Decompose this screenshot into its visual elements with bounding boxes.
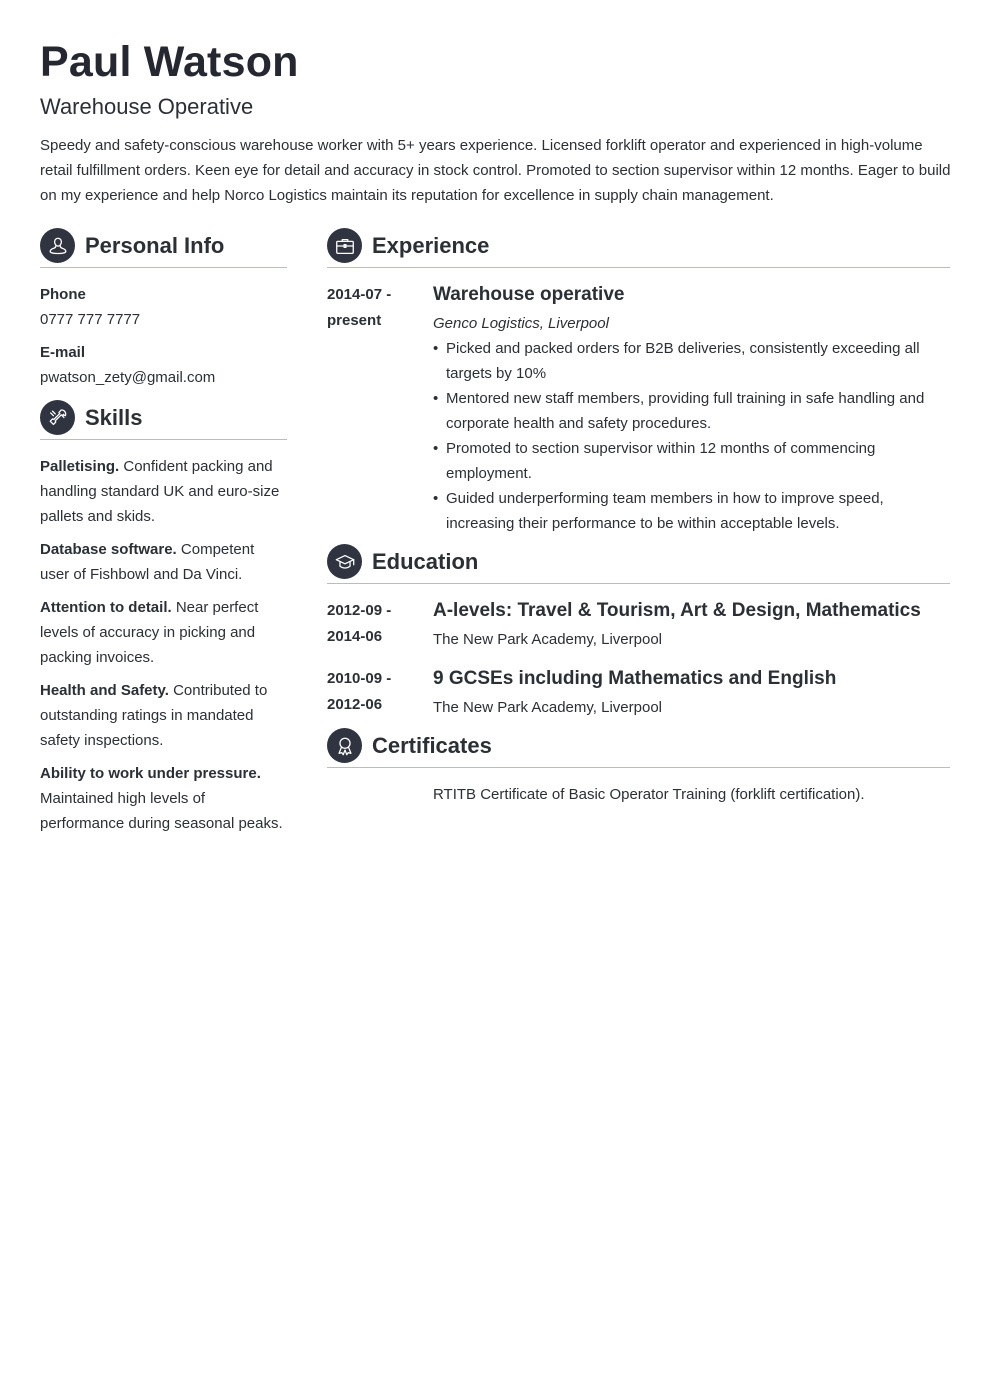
experience-body [433, 282, 950, 536]
date-end: 2012-06 [327, 696, 383, 713]
experience-header [327, 228, 950, 268]
skill-item [40, 595, 287, 670]
school-name: The New Park Academy, Liverpool [433, 631, 662, 648]
education-date [327, 598, 433, 652]
graduation-cap-icon [327, 544, 362, 579]
email-label: E-mail [40, 344, 86, 361]
degree-title: A-levels: Travel & Tourism, Art & Design, Mathematics [433, 600, 921, 621]
right-column [327, 228, 950, 807]
job-title: Warehouse Operative [40, 94, 254, 119]
skill-description: Contributed to outstanding ratings in mandated safety inspections. [40, 682, 268, 749]
skill-name: Ability to work under pressure. [40, 765, 261, 782]
date-end: present [327, 312, 382, 329]
phone-label: Phone [40, 286, 86, 303]
skill-description: Near perfect levels of accuracy in picking and packing invoices. [40, 599, 259, 666]
skill-item [40, 761, 287, 836]
phone-value: 0777 777 7777 [40, 311, 141, 328]
duty-item: • Mentored new staff members, providing full training in safe handling and corporate health and safety procedures. [433, 386, 950, 436]
personal-info-header [40, 228, 287, 268]
education-body [433, 598, 950, 652]
skills-title: Skills [85, 405, 143, 430]
email-value: pwatson_zety@gmail.com [40, 369, 216, 386]
skill-description: Maintained high levels of performance during seasonal peaks. [40, 790, 283, 832]
profile-summary: Speedy and safety-conscious warehouse worker with 5+ years experience. Licensed forklift operator and experienced in high-volume retail fulfillment orders. Keen eye for detail and accuracy in stock control. Promoted to section supervisor within 12 months. Eager to build on my experience and help Norco Logistics maintain its reputation for excellence in supply chain management. [40, 137, 951, 204]
skill-name: Attention to detail. [40, 599, 172, 616]
education-body [433, 666, 950, 720]
skills-list [40, 454, 287, 836]
date-start: 2010-09 - [327, 670, 392, 687]
duty-item: • Guided underperforming team members in how to improve speed, increasing their performance to be within acceptable levels. [433, 486, 950, 536]
skill-description: Confident packing and handling standard UK and euro-size pallets and skids. [40, 458, 280, 525]
award-icon [327, 728, 362, 763]
briefcase-icon [327, 228, 362, 263]
duty-item: • Promoted to section supervisor within 12 months of commencing employment. [433, 436, 950, 486]
personal-info-title: Personal Info [85, 233, 225, 258]
left-column [40, 228, 287, 844]
education-header [327, 544, 950, 584]
education-entry [327, 598, 950, 652]
skill-item [40, 678, 287, 753]
skill-name: Health and Safety. [40, 682, 169, 699]
skill-item [40, 454, 287, 529]
resume-page [40, 36, 951, 832]
education-date [327, 666, 433, 720]
education-title: Education [372, 549, 479, 574]
job-position: Warehouse operative [433, 284, 625, 305]
skills-header [40, 400, 287, 440]
skill-name: Palletising. [40, 458, 120, 475]
school-name: The New Park Academy, Liverpool [433, 699, 662, 716]
duty-item: • Picked and packed orders for B2B deliveries, consistently exceeding all targets by 10% [433, 336, 950, 386]
skill-item [40, 537, 287, 587]
certificates-header [327, 728, 950, 768]
date-start: 2012-09 - [327, 602, 392, 619]
certificate-item: RTITB Certificate of Basic Operator Training (forklift certification). [433, 786, 865, 803]
candidate-name: Paul Watson [40, 38, 299, 86]
skill-description: Competent user of Fishbowl and Da Vinci. [40, 541, 255, 583]
certificates-title: Certificates [372, 733, 492, 758]
experience-date [327, 282, 433, 536]
user-icon [40, 228, 75, 263]
date-start: 2014-07 - [327, 286, 392, 303]
date-end: 2014-06 [327, 628, 383, 645]
skill-name: Database software. [40, 541, 177, 558]
personal-info-fields [40, 282, 287, 390]
experience-entry [327, 282, 950, 536]
education-entry [327, 666, 950, 720]
company-name: Genco Logistics, Liverpool [433, 315, 609, 332]
degree-title: 9 GCSEs including Mathematics and English [433, 668, 837, 689]
tools-icon [40, 400, 75, 435]
experience-title: Experience [372, 233, 490, 258]
job-duties [433, 336, 950, 536]
